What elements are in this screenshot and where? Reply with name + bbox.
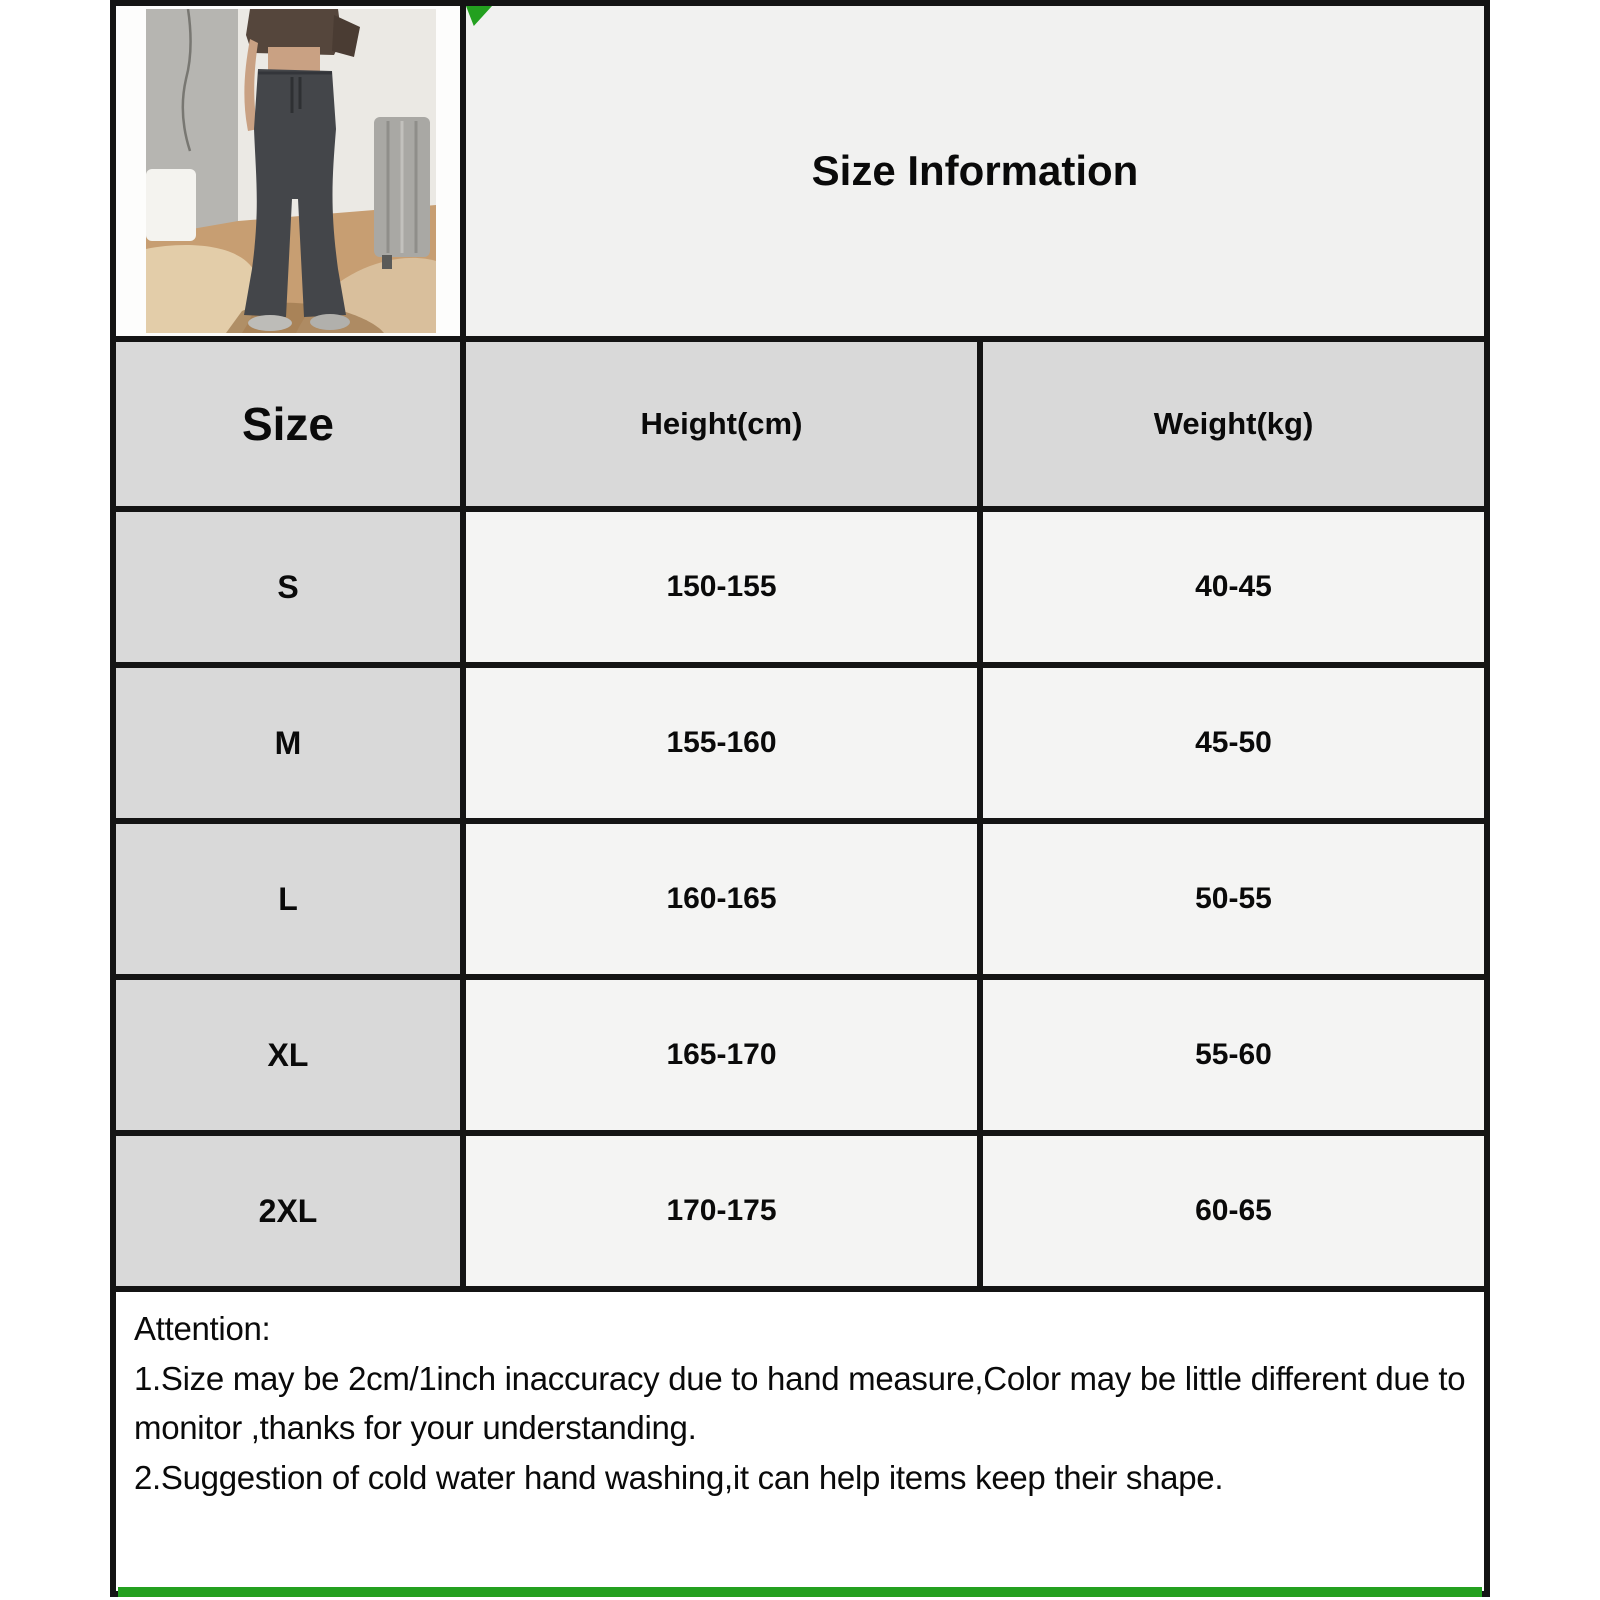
height-cell: 170-175 xyxy=(466,1136,977,1286)
bottom-accent-bar xyxy=(118,1587,1482,1597)
weight-cell: 45-50 xyxy=(983,668,1484,818)
attention-note xyxy=(116,1292,1484,1591)
weight-cell: 40-45 xyxy=(983,512,1484,662)
weight-cell: 50-55 xyxy=(983,824,1484,974)
attention-heading: Attention: xyxy=(134,1310,271,1347)
size-cell: XL xyxy=(116,980,460,1130)
title-cell xyxy=(466,6,1484,336)
height-cell: 165-170 xyxy=(466,980,977,1130)
green-corner-flag-icon xyxy=(466,6,492,26)
height-cell: 150-155 xyxy=(466,512,977,662)
suitcase-shape xyxy=(374,117,430,269)
size-chart-table xyxy=(110,0,1490,1597)
size-cell: 2XL xyxy=(116,1136,460,1286)
height-cell: 155-160 xyxy=(466,668,977,818)
size-cell: M xyxy=(116,668,460,818)
attention-note-2: 2.Suggestion of cold water hand washing,it can help items keep their shape. xyxy=(134,1458,1224,1496)
size-cell: L xyxy=(116,824,460,974)
weight-cell: 60-65 xyxy=(983,1136,1484,1286)
product-photo xyxy=(146,9,436,333)
col-header-size: Size xyxy=(116,342,460,506)
weight-cell: 55-60 xyxy=(983,980,1484,1130)
col-header-height: Height(cm) xyxy=(466,342,977,506)
product-photo-cell xyxy=(116,6,460,336)
page-title: Size Information xyxy=(811,147,1139,194)
size-cell: S xyxy=(116,512,460,662)
attention-note-1: 1.Size may be 2cm/1inch inaccuracy due to hand measure,Color may be little different due to monitor ,thanks for your understanding. xyxy=(134,1359,1466,1446)
col-header-weight: Weight(kg) xyxy=(983,342,1484,506)
height-cell: 160-165 xyxy=(466,824,977,974)
